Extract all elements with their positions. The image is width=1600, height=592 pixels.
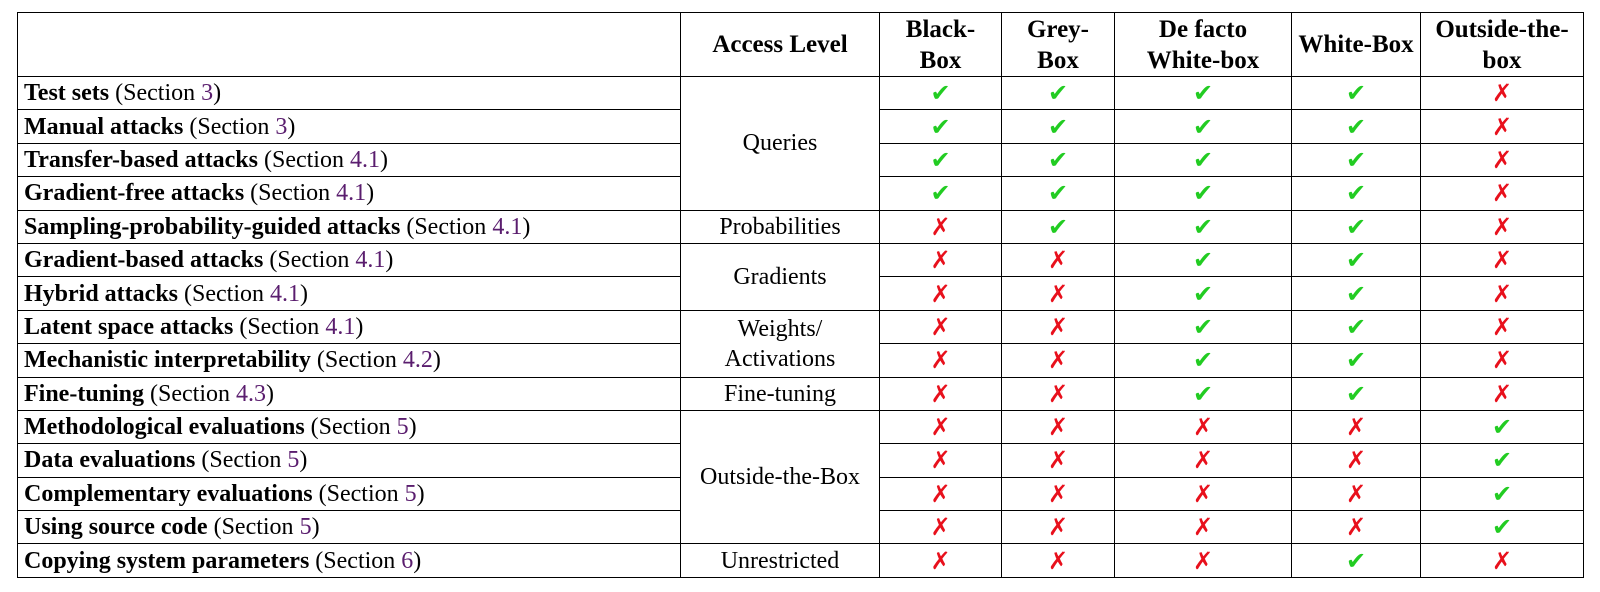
- table-row: [18, 544, 1584, 578]
- method-name: Transfer-based attacks: [24, 146, 258, 173]
- check-icon-black-box: ✔: [880, 177, 1002, 210]
- section-word: Section: [323, 547, 396, 574]
- section-word: Section: [414, 213, 487, 240]
- section-link[interactable]: 4.1: [270, 280, 301, 307]
- access-level-cell: Outside-the-Box: [681, 410, 880, 544]
- cross-icon-grey-box: ✗: [1002, 277, 1115, 310]
- check-icon-grey-box: ✔: [1002, 210, 1115, 243]
- method-name: Methodological evaluations: [24, 414, 305, 441]
- check-icon-white-box: ✔: [1292, 344, 1421, 377]
- section-link[interactable]: 4.1: [349, 146, 380, 173]
- check-icon-white-box: ✔: [1292, 143, 1421, 176]
- check-icon-white-box: ✔: [1292, 77, 1421, 110]
- method-cell: Complementary evaluations (Section 5): [18, 477, 681, 510]
- method-name: Complementary evaluations: [24, 480, 313, 507]
- method-name: Hybrid attacks: [24, 280, 179, 307]
- check-icon-outside-the-box: ✔: [1421, 410, 1584, 443]
- table-row: [18, 377, 1584, 410]
- section-word: Section: [318, 414, 391, 441]
- cross-icon-de-facto-white-box: ✗: [1115, 410, 1292, 443]
- cross-icon-black-box: ✗: [880, 511, 1002, 544]
- cross-icon-black-box: ✗: [880, 544, 1002, 578]
- check-icon-outside-the-box: ✔: [1421, 477, 1584, 510]
- check-icon-de-facto-white-box: ✔: [1115, 310, 1292, 343]
- section-link[interactable]: 4.1: [325, 313, 356, 340]
- section-link[interactable]: 6: [401, 547, 414, 574]
- section-word: Section: [324, 347, 397, 374]
- cross-icon-white-box: ✗: [1292, 511, 1421, 544]
- check-icon-de-facto-white-box: ✔: [1115, 177, 1292, 210]
- method-name: Gradient-based attacks: [24, 247, 264, 274]
- header-outside-the-box: Outside-the-box: [1421, 13, 1584, 77]
- access-level-cell: Unrestricted: [681, 544, 880, 578]
- section-word: Section: [277, 247, 350, 274]
- method-cell: Methodological evaluations (Section 5): [18, 410, 681, 443]
- cross-icon-outside-the-box: ✗: [1421, 143, 1584, 176]
- section-link[interactable]: 4.2: [402, 347, 433, 374]
- method-cell: Manual attacks (Section 3): [18, 110, 681, 143]
- section-link[interactable]: 3: [275, 113, 288, 140]
- header-method: [18, 13, 681, 77]
- check-icon-grey-box: ✔: [1002, 177, 1115, 210]
- method-cell: Mechanistic interpretability (Section 4.2): [18, 344, 681, 377]
- header-white-box: White-Box: [1292, 13, 1421, 77]
- cross-icon-grey-box: ✗: [1002, 511, 1115, 544]
- cross-icon-grey-box: ✗: [1002, 544, 1115, 578]
- check-icon-white-box: ✔: [1292, 243, 1421, 276]
- check-icon-de-facto-white-box: ✔: [1115, 344, 1292, 377]
- check-icon-white-box: ✔: [1292, 544, 1421, 578]
- cross-icon-grey-box: ✗: [1002, 344, 1115, 377]
- cross-icon-grey-box: ✗: [1002, 444, 1115, 477]
- section-link[interactable]: 4.1: [492, 213, 523, 240]
- header-row: [18, 13, 1584, 77]
- cross-icon-black-box: ✗: [880, 277, 1002, 310]
- cross-icon-grey-box: ✗: [1002, 243, 1115, 276]
- cross-icon-white-box: ✗: [1292, 477, 1421, 510]
- cross-icon-black-box: ✗: [880, 410, 1002, 443]
- method-cell: Using source code (Section 5): [18, 511, 681, 544]
- cross-icon-de-facto-white-box: ✗: [1115, 544, 1292, 578]
- cross-icon-black-box: ✗: [880, 344, 1002, 377]
- access-level-cell: Fine-tuning: [681, 377, 880, 410]
- check-icon-de-facto-white-box: ✔: [1115, 110, 1292, 143]
- method-name: Data evaluations: [24, 447, 196, 474]
- access-level-table: [17, 12, 1584, 578]
- access-level-cell: Queries: [681, 77, 880, 211]
- table-row: [18, 210, 1584, 243]
- check-icon-grey-box: ✔: [1002, 77, 1115, 110]
- cross-icon-outside-the-box: ✗: [1421, 110, 1584, 143]
- section-word: Section: [158, 380, 231, 407]
- method-cell: Gradient-free attacks (Section 4.1): [18, 177, 681, 210]
- cross-icon-outside-the-box: ✗: [1421, 210, 1584, 243]
- method-name: Copying system parameters: [24, 547, 310, 574]
- section-word: Section: [258, 180, 331, 207]
- check-icon-grey-box: ✔: [1002, 143, 1115, 176]
- check-icon-outside-the-box: ✔: [1421, 511, 1584, 544]
- method-name: Using source code: [24, 514, 208, 541]
- cross-icon-de-facto-white-box: ✗: [1115, 511, 1292, 544]
- check-icon-outside-the-box: ✔: [1421, 444, 1584, 477]
- check-icon-black-box: ✔: [880, 110, 1002, 143]
- check-icon-de-facto-white-box: ✔: [1115, 277, 1292, 310]
- table-row: [18, 77, 1584, 110]
- cross-icon-outside-the-box: ✗: [1421, 344, 1584, 377]
- method-cell: Test sets (Section 3): [18, 77, 681, 110]
- method-name: Test sets: [24, 80, 110, 107]
- section-link[interactable]: 4.3: [236, 380, 267, 407]
- method-cell: Fine-tuning (Section 4.3): [18, 377, 681, 410]
- cross-icon-black-box: ✗: [880, 477, 1002, 510]
- section-word: Section: [209, 447, 282, 474]
- method-cell: Transfer-based attacks (Section 4.1): [18, 143, 681, 176]
- cross-icon-outside-the-box: ✗: [1421, 377, 1584, 410]
- cross-icon-de-facto-white-box: ✗: [1115, 444, 1292, 477]
- section-link[interactable]: 5: [287, 447, 300, 474]
- table-row: [18, 243, 1584, 276]
- section-link[interactable]: 5: [299, 514, 312, 541]
- table-row: [18, 310, 1584, 343]
- check-icon-white-box: ✔: [1292, 177, 1421, 210]
- method-cell: Copying system parameters (Section 6): [18, 544, 681, 578]
- cross-icon-grey-box: ✗: [1002, 477, 1115, 510]
- cross-icon-black-box: ✗: [880, 210, 1002, 243]
- section-link[interactable]: 5: [396, 414, 409, 441]
- section-word: Section: [221, 514, 294, 541]
- check-icon-de-facto-white-box: ✔: [1115, 143, 1292, 176]
- method-cell: Data evaluations (Section 5): [18, 444, 681, 477]
- check-icon-grey-box: ✔: [1002, 110, 1115, 143]
- check-icon-de-facto-white-box: ✔: [1115, 243, 1292, 276]
- check-icon-black-box: ✔: [880, 143, 1002, 176]
- header-black-box: Black-Box: [880, 13, 1002, 77]
- method-cell: Hybrid attacks (Section 4.1): [18, 277, 681, 310]
- section-word: Section: [197, 113, 270, 140]
- access-level-cell: Gradients: [681, 243, 880, 310]
- check-icon-de-facto-white-box: ✔: [1115, 77, 1292, 110]
- section-word: Section: [326, 480, 399, 507]
- cross-icon-outside-the-box: ✗: [1421, 77, 1584, 110]
- method-name: Latent space attacks: [24, 313, 234, 340]
- cross-icon-outside-the-box: ✗: [1421, 310, 1584, 343]
- method-name: Manual attacks: [24, 113, 184, 140]
- cross-icon-black-box: ✗: [880, 310, 1002, 343]
- method-name: Gradient-free attacks: [24, 180, 245, 207]
- section-link[interactable]: 4.1: [336, 180, 367, 207]
- access-level-cell: Weights/ Activations: [681, 310, 880, 377]
- check-icon-de-facto-white-box: ✔: [1115, 210, 1292, 243]
- cross-icon-outside-the-box: ✗: [1421, 544, 1584, 578]
- method-name: Mechanistic interpretability: [24, 347, 311, 374]
- section-word: Section: [192, 280, 265, 307]
- check-icon-white-box: ✔: [1292, 110, 1421, 143]
- cross-icon-outside-the-box: ✗: [1421, 277, 1584, 310]
- check-icon-white-box: ✔: [1292, 310, 1421, 343]
- cross-icon-black-box: ✗: [880, 444, 1002, 477]
- method-cell: Latent space attacks (Section 4.1): [18, 310, 681, 343]
- section-word: Section: [271, 146, 344, 173]
- method-cell: Gradient-based attacks (Section 4.1): [18, 243, 681, 276]
- cross-icon-grey-box: ✗: [1002, 310, 1115, 343]
- check-icon-white-box: ✔: [1292, 210, 1421, 243]
- cross-icon-white-box: ✗: [1292, 444, 1421, 477]
- table-row: [18, 410, 1584, 443]
- cross-icon-black-box: ✗: [880, 377, 1002, 410]
- check-icon-black-box: ✔: [880, 77, 1002, 110]
- section-link[interactable]: 4.1: [355, 247, 386, 274]
- cross-icon-de-facto-white-box: ✗: [1115, 477, 1292, 510]
- method-name: Fine-tuning: [24, 380, 145, 407]
- access-level-cell: Probabilities: [681, 210, 880, 243]
- cross-icon-white-box: ✗: [1292, 410, 1421, 443]
- cross-icon-grey-box: ✗: [1002, 377, 1115, 410]
- check-icon-de-facto-white-box: ✔: [1115, 377, 1292, 410]
- method-name: Sampling-probability-guided attacks: [24, 213, 401, 240]
- header-access-level: Access Level: [681, 13, 880, 77]
- cross-icon-outside-the-box: ✗: [1421, 177, 1584, 210]
- check-icon-white-box: ✔: [1292, 377, 1421, 410]
- header-grey-box: Grey-Box: [1002, 13, 1115, 77]
- header-de-facto-white-box: De facto White-box: [1115, 13, 1292, 77]
- section-word: Section: [247, 313, 320, 340]
- cross-icon-grey-box: ✗: [1002, 410, 1115, 443]
- check-icon-white-box: ✔: [1292, 277, 1421, 310]
- section-link[interactable]: 3: [201, 80, 214, 107]
- section-link[interactable]: 5: [404, 480, 417, 507]
- cross-icon-outside-the-box: ✗: [1421, 243, 1584, 276]
- method-cell: Sampling-probability-guided attacks (Section 4.1): [18, 210, 681, 243]
- cross-icon-black-box: ✗: [880, 243, 1002, 276]
- section-word: Section: [123, 80, 196, 107]
- table-body: [18, 77, 1584, 578]
